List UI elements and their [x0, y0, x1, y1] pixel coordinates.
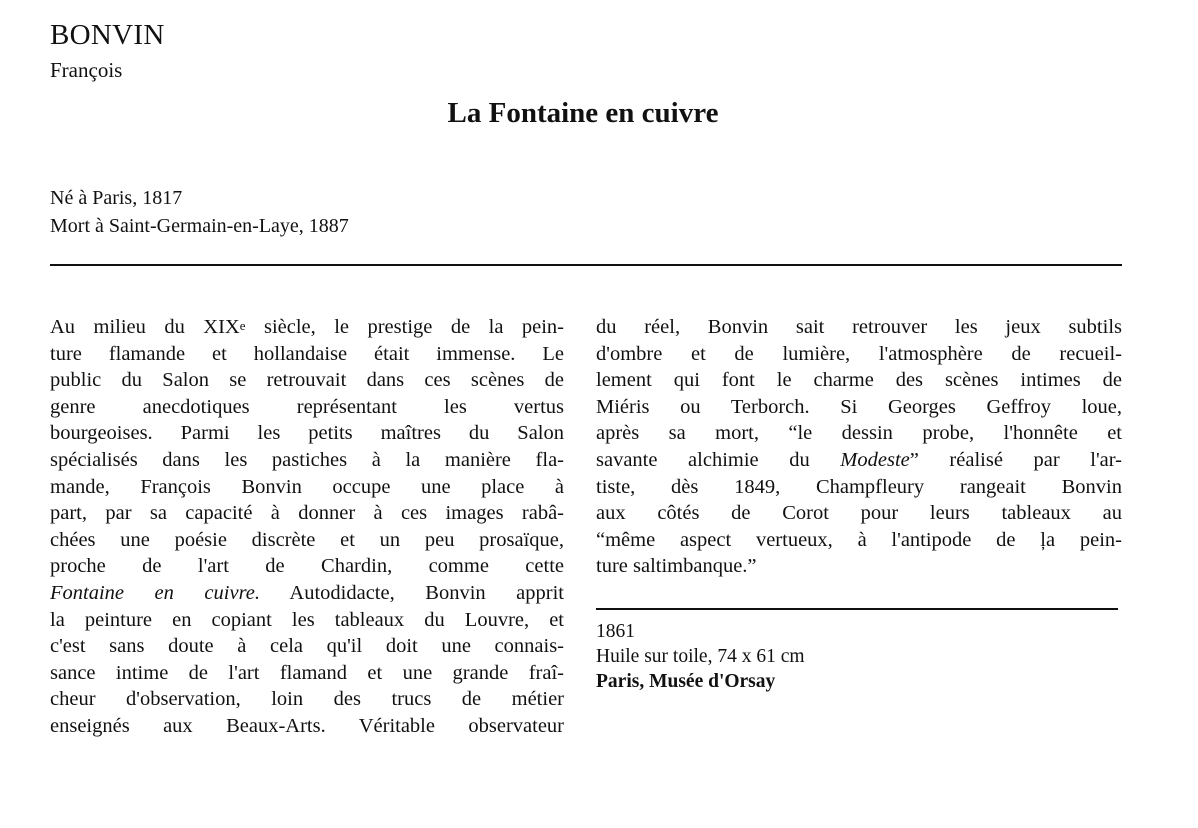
text-line [50, 314, 564, 341]
artist-surname: BONVIN [50, 19, 165, 51]
text-line: enseignés aux Beaux-Arts. Véritable observateur [50, 714, 564, 737]
text-segment: savante alchimie du [596, 448, 841, 471]
text-line: ture saltimbanque.” [596, 555, 757, 578]
text-line: spécialisés dans les pastiches à la manière fla- [50, 448, 564, 471]
text-line: bourgeoises. Parmi les petits maîtres du Salon [50, 422, 564, 445]
text-line: proche de l'art de Chardin, comme cette [50, 555, 564, 578]
text-line [50, 580, 564, 607]
text-line: genre anecdotiques représentant les vertus [50, 395, 564, 418]
birth-info: Né à Paris, 1817 [50, 187, 183, 209]
text-line: d'ombre et de lumière, l'atmosphère de recueil- [596, 342, 1122, 365]
text-segment: Au milieu du XIX [50, 316, 240, 338]
text-segment: Autodidacte, Bonvin apprit [260, 581, 564, 604]
text-line [596, 447, 1122, 474]
artwork-title: La Fontaine en cuivre [447, 97, 719, 129]
text-line: cheur d'observation, loin des trucs de métier [50, 688, 564, 711]
header-divider [50, 264, 1122, 266]
text-line: “même aspect vertueux, à l'antipode de ļa pein- [596, 528, 1122, 551]
text-line: après sa mort, “le dessin probe, l'honnête et [596, 422, 1122, 445]
italic-title: Fontaine en cuivre. [50, 581, 261, 604]
caption-year: 1861 [596, 621, 635, 642]
artist-firstname: François [50, 58, 123, 82]
body-text-right-column [596, 314, 1122, 580]
text-line: lement qui font le charme des scènes intimes de [596, 369, 1122, 392]
text-line: tiste, dès 1849, Champfleury rangeait Bonvin [596, 475, 1122, 498]
text-segment: ” réalisé par l'ar- [909, 448, 1122, 471]
caption-medium: Huile sur toile, 74 x 61 cm [596, 646, 805, 667]
death-info: Mort à Saint-Germain-en-Laye, 1887 [50, 215, 349, 237]
text-line: chées une poésie discrète et un peu prosaïque, [50, 528, 564, 551]
text-line: sance intime de l'art flamand et une grande fraî- [50, 661, 564, 684]
superscript: e [239, 318, 246, 333]
text-line: Miéris ou Terborch. Si Georges Geffroy loue, [596, 395, 1122, 418]
text-line: public du Salon se retrouvait dans ces scènes de [50, 369, 564, 392]
text-line: mande, François Bonvin occupe une place à [50, 475, 564, 498]
text-line: ture flamande et hollandaise était immense. Le [50, 342, 564, 365]
text-line: du réel, Bonvin sait retrouver les jeux subtils [596, 316, 1122, 338]
text-line: aux côtés de Corot pour leurs tableaux au [596, 502, 1122, 525]
text-line: la peinture en copiant les tableaux du Louvre, et [50, 608, 564, 631]
caption-location: Paris, Musée d'Orsay [596, 671, 776, 692]
text-segment: siècle, le prestige de la pein- [245, 316, 565, 338]
text-line: c'est sans doute à cela qu'il doit une connais- [50, 635, 564, 658]
body-text-left-column [50, 314, 564, 740]
italic-title: Modeste [840, 448, 910, 471]
text-line: part, par sa capacité à donner à ces images rabâ- [50, 502, 564, 525]
caption-divider [596, 608, 1118, 610]
